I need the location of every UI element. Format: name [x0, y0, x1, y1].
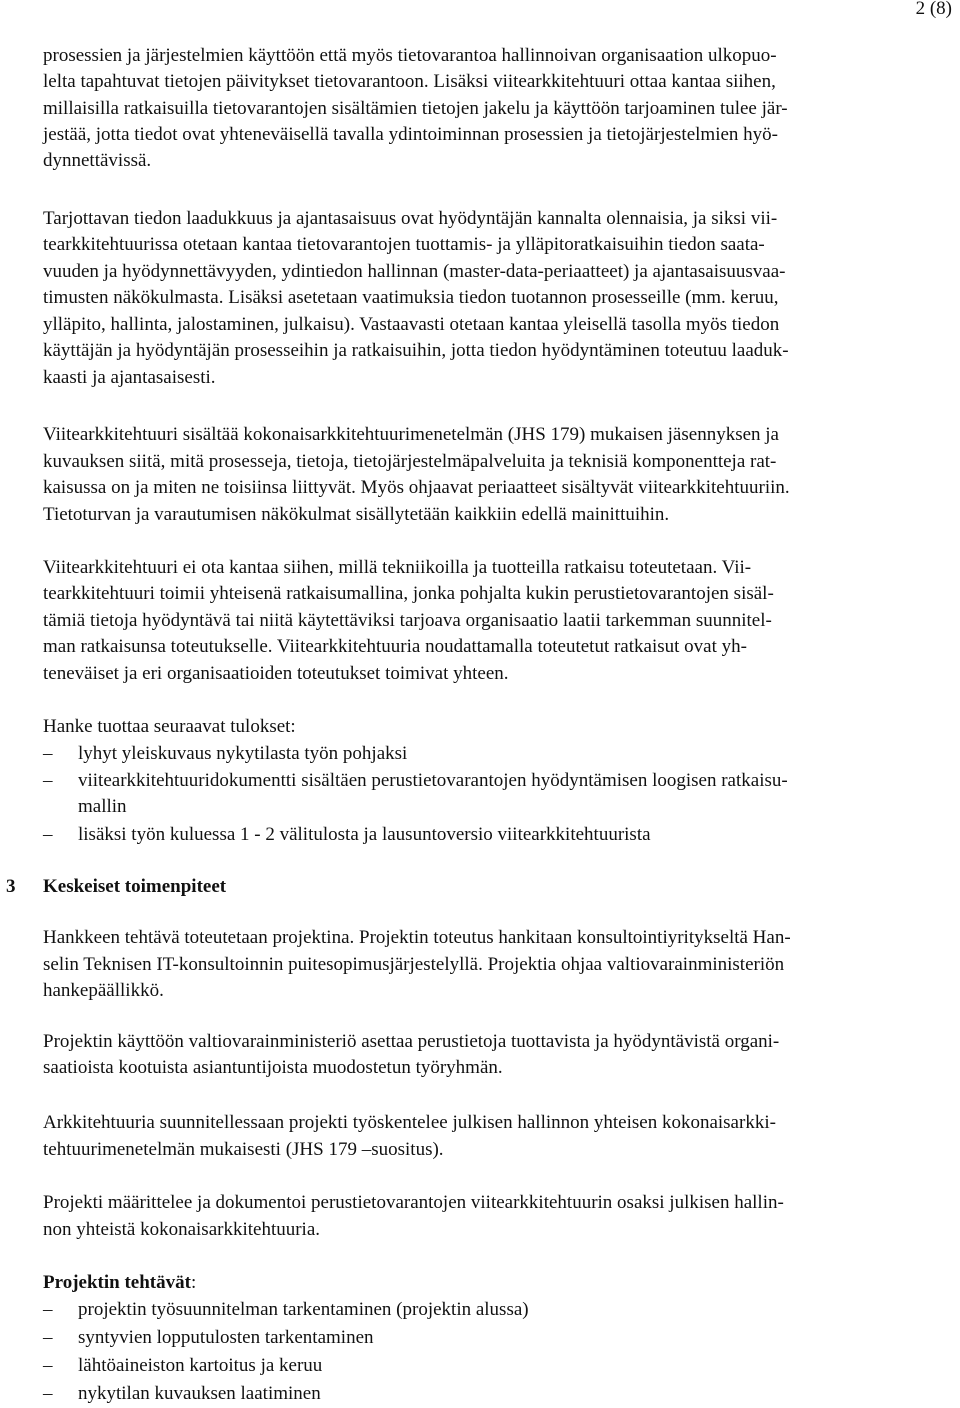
text-line: kuvauksen siitä, mitä prosesseja, tietoja, tietojärjestelmäpalveluita ja teknisiä komponentteja rat- [43, 451, 777, 472]
text-line: Hankkeen tehtävä toteutetaan projektina. Projektin toteutus hankitaan konsultointiyritykseltä Han- [43, 927, 791, 948]
results-intro: Hanke tuottaa seuraavat tulokset: [43, 716, 296, 737]
list-item: lähtöaineiston kartoitus ja keruu [78, 1355, 323, 1376]
text-line: ylläpito, hallinta, jalostaminen, julkaisu). Vastaavasti otetaan kantaa yleisellä tasolla myös tiedon [43, 314, 780, 335]
page-number: 2 (8) [915, 0, 952, 19]
dash-bullet: – [43, 1383, 53, 1404]
text-line: hankepäällikkö. [43, 980, 164, 1001]
list-item: lisäksi työn kuluessa 1 - 2 välitulosta ja lausuntoversio viitearkkitehtuurista [78, 824, 651, 845]
list-item-continuation: mallin [78, 796, 127, 817]
text-line: Tarjottavan tiedon laadukkuus ja ajantasaisuus ovat hyödyntäjän kannalta olennaisia, ja siksi vii- [43, 208, 778, 229]
dash-bullet: – [43, 743, 53, 764]
text-line: lelta tapahtuvat tietojen päivitykset tietovarantoon. Lisäksi viitearkkitehtuuri ottaa kantaa siihen, [43, 71, 776, 92]
text-line: Tietoturvan ja varautumisen näkökulmat sisällytetään kaikkiin edellä mainittuihin. [43, 504, 670, 525]
text-line: man ratkaisunsa toteutukselle. Viitearkkitehtuuria noudattamalla toteutetut ratkaisut ovat yh- [43, 636, 747, 657]
dash-bullet: – [43, 1327, 53, 1348]
list-item: nykytilan kuvauksen laatiminen [78, 1383, 321, 1404]
text-line: non yhteistä kokonaisarkkitehtuuria. [43, 1219, 321, 1240]
dash-bullet: – [43, 1299, 53, 1320]
text-line: tehtuurimenetelmän mukaisesti (JHS 179 –suositus). [43, 1139, 444, 1160]
dash-bullet: – [43, 1355, 53, 1376]
text-line: selin Teknisen IT-konsultoinnin puitesopimusjärjestelyllä. Projektia ohjaa valtiovarainministeriön [43, 954, 785, 975]
text-line: Projekti määrittelee ja dokumentoi perustietovarantojen viitearkkitehtuurin osaksi julkisen hallin- [43, 1192, 784, 1213]
section-title: Keskeiset toimenpiteet [43, 876, 227, 897]
tasks-heading-label: Projektin tehtävät [43, 1272, 191, 1293]
list-item: projektin työsuunnitelman tarkentaminen (projektin alussa) [78, 1299, 529, 1320]
text-line: kaisussa on ja miten ne toisiinsa liittyvät. Myös ohjaavat periaatteet sisältyvät viitearkkitehtuuriin. [43, 477, 790, 498]
text-line: tearkkitehtuurissa otetaan kantaa tietovarantojen tuottamis- ja ylläpitoratkaisuihin tiedon saata- [43, 234, 765, 255]
section-number: 3 [6, 876, 16, 897]
list-item: viitearkkitehtuuridokumentti sisältäen perustietovarantojen hyödyntämisen loogisen ratkaisu- [78, 770, 788, 791]
text-line: saatioista kootuista asiantuntijoista muodostetun työryhmän. [43, 1057, 503, 1078]
text-line: vuuden ja hyödynnettävyyden, ydintiedon hallinnan (master-data-periaatteet) ja ajantasaisuusvaa- [43, 261, 786, 282]
dash-bullet: – [43, 770, 53, 791]
text-line: Arkkitehtuuria suunnitellessaan projekti työskentelee julkisen hallinnon yhteisen kokonaisarkki- [43, 1112, 776, 1133]
text-line: kaasti ja ajantasaisesti. [43, 367, 216, 388]
list-item: syntyvien lopputulosten tarkentaminen [78, 1327, 374, 1348]
list-item: lyhyt yleiskuvaus nykytilasta työn pohjaksi [78, 743, 408, 764]
text-line: tämiä tietoja hyödyntävä tai niitä käytettäviksi tarjoava organisaatio laatii tarkemman suunnitel- [43, 610, 772, 631]
text-line: tearkkitehtuuri toimii yhteisenä ratkaisumallina, jonka pohjalta kukin perustietovarantojen sisäl- [43, 583, 774, 604]
text-line: käyttäjän ja hyödyntäjän prosesseihin ja ratkaisuihin, jotta tiedon hyödyntäminen toteutuu laaduk- [43, 340, 789, 361]
text-line: Projektin käyttöön valtiovarainministeriö asettaa perustietoja tuottavista ja hyödyntävistä organi- [43, 1031, 780, 1052]
text-line: timusten näkökulmasta. Lisäksi asetetaan vaatimuksia tiedon tuotannon prosesseille (mm. keruu, [43, 287, 779, 308]
text-line: Viitearkkitehtuuri ei ota kantaa siihen, millä tekniikoilla ja tuotteilla ratkaisu toteutetaan. Vii- [43, 557, 752, 578]
text-line: Viitearkkitehtuuri sisältää kokonaisarkkitehtuurimenetelmän (JHS 179) mukaisen jäsennyksen ja [43, 424, 779, 445]
dash-bullet: – [43, 824, 53, 845]
text-line: teneväiset ja eri organisaatioiden toteutukset toimivat yhteen. [43, 663, 509, 684]
text-line: jestää, jotta tiedot ovat yhteneväisellä tavalla ydintoiminnan prosessien ja tietojärjestelmien hyö- [43, 124, 778, 145]
text-line: dynnettävissä. [43, 150, 152, 171]
text-line: prosessien ja järjestelmien käyttöön että myös tietovarantoa hallinnoivan organisaation ulkopuo- [43, 45, 777, 66]
tasks-heading-colon: : [190, 1272, 197, 1293]
text-line: millaisilla ratkaisuilla tietovarantojen sisältämien tietojen jakelu ja käyttöön tarjoaminen tulee jär- [43, 98, 788, 119]
tasks-heading [43, 1270, 196, 1296]
